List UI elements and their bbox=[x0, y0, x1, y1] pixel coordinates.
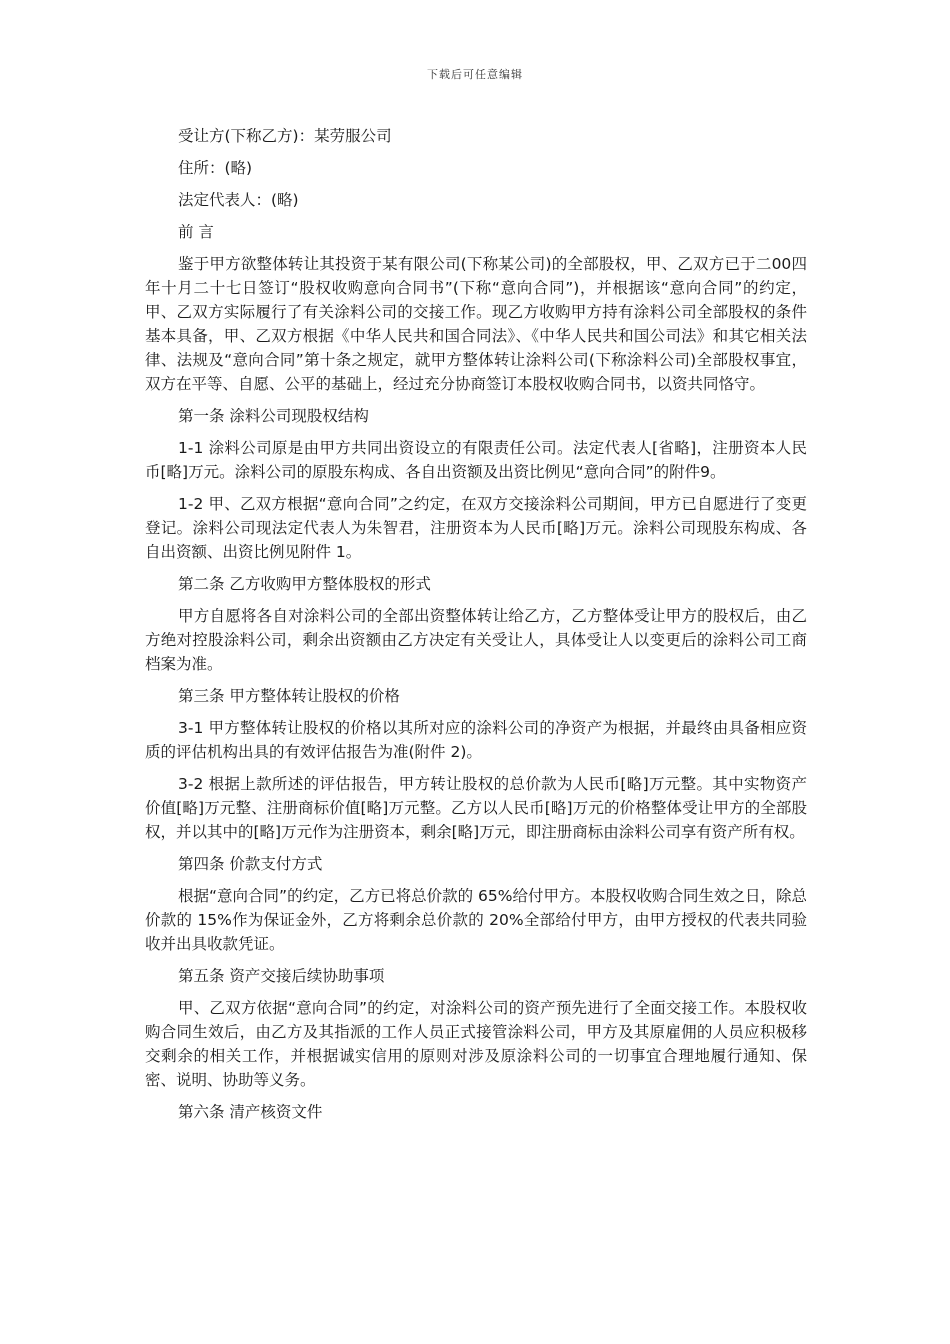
article-6-heading: 第六条 清产核资文件 bbox=[178, 1103, 323, 1121]
document-body bbox=[145, 124, 807, 1132]
article-4-heading: 第四条 价款支付方式 bbox=[178, 855, 323, 873]
clause-1-2: 1-2 甲、乙双方根据“意向合同”之约定，在双方交接涂料公司期间，甲方已自愿进行了变更登记。涂料公司现法定代表人为朱智君，注册资本为人民币[略]万元。涂料公司现股东构成、各自出资额、出资比例见附件 1。 bbox=[145, 495, 807, 561]
article-4-paragraph: 根据“意向合同”的约定，乙方已将总价款的 65%给付甲方。本股权收购合同生效之日，除总价款的 15%作为保证金外，乙方将剩余总价款的 20%全部给付甲方，由甲方授权的代表共同验收并出具收款凭证。 bbox=[145, 887, 807, 953]
preface-paragraph: 鉴于甲方欲整体转让其投资于某有限公司(下称某公司)的全部股权，甲、乙双方已于二00四年十月二十七日签订“股权收购意向合同书”(下称“意向合同”)，并根据该“意向合同”的约定，甲、乙双方实际履行了有关涂料公司的交接工作。现乙方收购甲方持有涂料公司全部股权的条件基本具备，甲、乙双方根据《中华人民共和国合同法》、《中华人民共和国公司法》和其它相关法律、法规及“意向合同”第十条之规定，就甲方整体转让涂料公司(下称涂料公司)全部股权事宜，双方在平等、自愿、公平的基础上，经过充分协商签订本股权收购合同书，以资共同恪守。 bbox=[145, 255, 807, 393]
article-3-heading: 第三条 甲方整体转让股权的价格 bbox=[178, 687, 400, 705]
article-5-heading: 第五条 资产交接后续协助事项 bbox=[178, 967, 385, 985]
article-2-paragraph: 甲方自愿将各自对涂料公司的全部出资整体转让给乙方，乙方整体受让甲方的股权后，由乙方绝对控股涂料公司，剩余出资额由乙方决定有关受让人，具体受让人以变更后的涂料公司工商档案为准。 bbox=[145, 607, 807, 673]
clause-3-1: 3-1 甲方整体转让股权的价格以其所对应的涂料公司的净资产为根据，并最终由具备相应资质的评估机构出具的有效评估报告为准(附件 2)。 bbox=[145, 719, 807, 761]
article-5-paragraph: 甲、乙双方依据“意向合同”的约定，对涂料公司的资产预先进行了全面交接工作。本股权收购合同生效后，由乙方及其指派的工作人员正式接管涂料公司，甲方及其原雇佣的人员应积极移交剩余的相关工作，并根据诚实信用的原则对涉及原涂料公司的一切事宜合理地履行通知、保密、说明、协助等义务。 bbox=[145, 999, 807, 1089]
article-1-heading: 第一条 涂料公司现股权结构 bbox=[178, 407, 369, 425]
preface-heading: 前 言 bbox=[178, 223, 214, 241]
party-b-line: 受让方(下称乙方)：某劳服公司 bbox=[178, 127, 392, 145]
address-line: 住所：(略) bbox=[178, 159, 253, 177]
article-2-heading: 第二条 乙方收购甲方整体股权的形式 bbox=[178, 575, 431, 593]
page-header: 下载后可任意编辑 bbox=[427, 68, 523, 81]
legal-representative-line: 法定代表人：(略) bbox=[178, 191, 299, 209]
clause-1-1: 1-1 涂料公司原是由甲方共同出资设立的有限责任公司。法定代表人[省略]，注册资本人民币[略]万元。涂料公司的原股东构成、各自出资额及出资比例见“意向合同”的附件9。 bbox=[145, 439, 807, 481]
clause-3-2: 3-2 根据上款所述的评估报告，甲方转让股权的总价款为人民币[略]万元整。其中实物资产价值[略]万元整、注册商标价值[略]万元整。乙方以人民币[略]万元的价格整体受让甲方的全部股权，并以其中的[略]万元作为注册资本，剩余[略]万元，即注册商标由涂料公司享有资产所有权。 bbox=[145, 775, 807, 841]
